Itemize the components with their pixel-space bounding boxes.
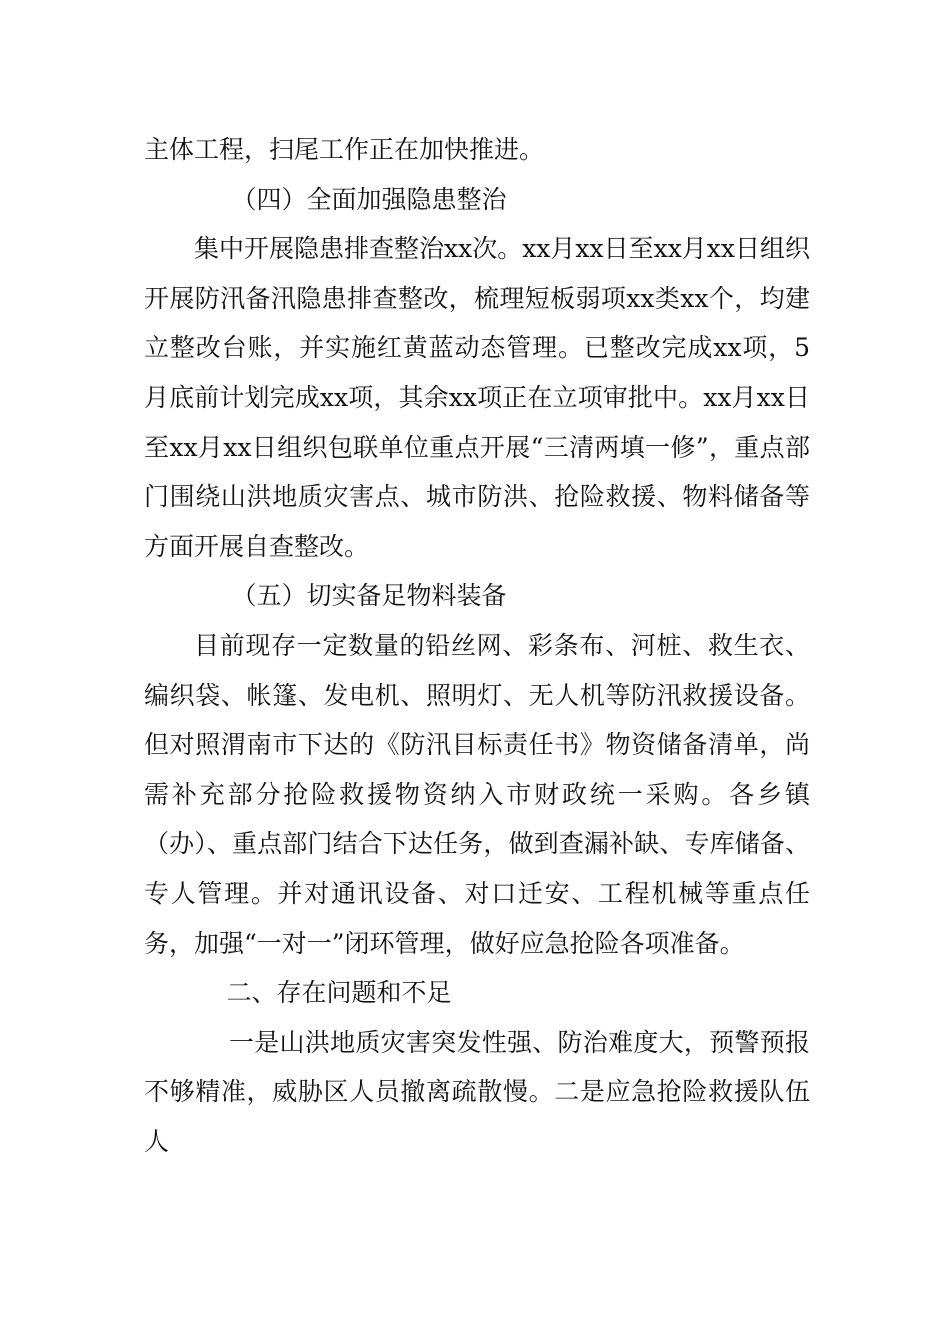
paragraph-continuation: 主体工程，扫尾工作正在加快推进。 — [144, 135, 545, 164]
paragraph-materials-equipment: 目前现存一定数量的铅丝网、彩条布、河桩、救生衣、编织袋、帐篷、发电机、照明灯、无人机等防汛救援设备。但对照渭南市下达的《防汛目标责任书》物资储备清单，尚需补充部分抢险救援物资纳入市财政统一采购。各乡镇（办）、重点部门结合下达任务，做到查漏补缺、专库储备、专人管理。并对通讯设备、对口迁安、工程机械等重点任务，加强“一对一”闭环管理，做好应急抢险各项准备。 — [144, 630, 810, 958]
section-heading-problems: 二、存在问题和不足 — [226, 978, 452, 1008]
paragraph-hazard-rectification: 集中开展隐患排查整治xx次。xx月xx日至xx月xx日组织开展防汛备汛隐患排查整改，梳理短板弱项xx类xx个，均建立整改台账，并实施红黄蓝动态管理。已整改完成xx项，5月底前计划完成xx项，其余xx项正在立项审批中。xx月xx日至xx月xx日组织包联单位重点开展“三清两填一修”，重点部门围绕山洪地质灾害点、城市防洪、抢险救援、物料储备等方面开展自查整改。 — [144, 234, 810, 561]
subheading-five: （五）切实备足物料装备 — [231, 581, 507, 611]
document-body — [144, 125, 810, 1166]
subheading-four: （四）全面加强隐患整治 — [231, 184, 507, 214]
paragraph-problems: 一是山洪地质灾害突发性强、防治难度大，预警预报不够精准，威胁区人员撤离疏散慢。二是应急抢险救援队伍人 — [144, 1027, 810, 1156]
